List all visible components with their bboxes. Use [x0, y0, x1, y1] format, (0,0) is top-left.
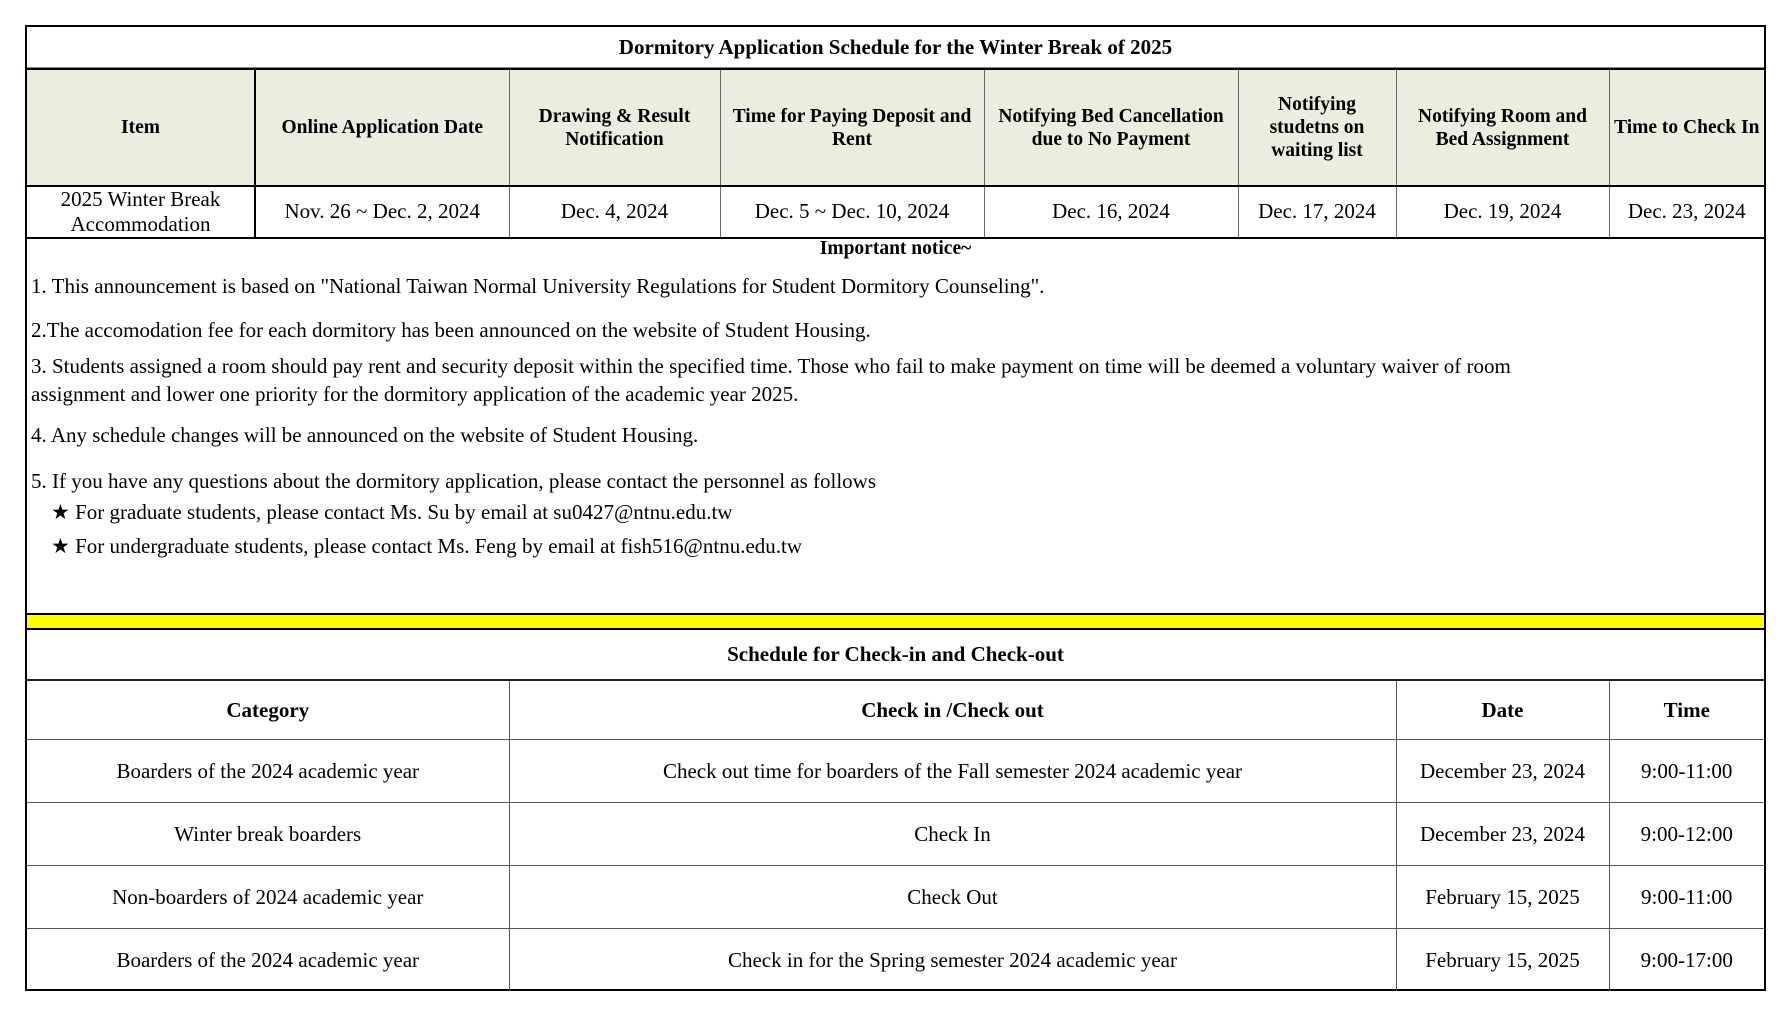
table-row — [27, 740, 1764, 803]
online-application-date-cell: Nov. 26 ~ Dec. 2, 2024 — [255, 186, 509, 238]
notice-item-2: 2.The accomodation fee for each dormitory has been announced on the website of Student Housing. — [31, 318, 871, 342]
column-header: Time — [1609, 681, 1764, 740]
notice-item-5: 5. If you have any questions about the dormitory application, please contact the personnel as follows — [31, 469, 877, 493]
time-cell: 9:00-17:00 — [1609, 929, 1764, 992]
column-header: Drawing & Result Notification — [509, 69, 720, 186]
room-assignment-cell: Dec. 19, 2024 — [1396, 186, 1609, 238]
column-header: Time to Check In — [1609, 69, 1764, 186]
important-notice-section — [27, 235, 1764, 615]
time-cell: 9:00-11:00 — [1609, 866, 1764, 929]
time-cell: 9:00-11:00 — [1609, 740, 1764, 803]
item-cell: 2025 Winter Break Accommodation — [27, 186, 255, 238]
category-cell: Winter break boarders — [27, 803, 509, 866]
checkin-schedule-title: Schedule for Check-in and Check-out — [27, 630, 1764, 681]
contact-undergraduate: ★ For undergraduate students, please contact Ms. Feng by email at fish516@ntnu.edu.tw — [51, 534, 803, 558]
application-schedule-table — [27, 68, 1764, 239]
table-row — [27, 866, 1764, 929]
notice-item-4: 4. Any schedule changes will be announced on the website of Student Housing. — [31, 423, 699, 447]
notice-item-3: 3. Students assigned a room should pay rent and security deposit within the specified time. Those who fail to make payment on time will be deemed a voluntary waiver of room — [31, 354, 1511, 378]
paying-deposit-cell: Dec. 5 ~ Dec. 10, 2024 — [720, 186, 984, 238]
column-header: Time for Paying Deposit and Rent — [720, 69, 984, 186]
date-cell: December 23, 2024 — [1396, 803, 1609, 866]
checkin-schedule-table — [27, 681, 1764, 991]
waiting-list-cell: Dec. 17, 2024 — [1238, 186, 1396, 238]
column-header: Category — [27, 681, 509, 740]
column-header: Item — [27, 69, 255, 186]
action-cell: Check in for the Spring semester 2024 academic year — [509, 929, 1396, 992]
application-schedule-title: Dormitory Application Schedule for the Winter Break of 2025 — [27, 27, 1764, 68]
category-cell: Boarders of the 2024 academic year — [27, 740, 509, 803]
notice-item-3-continued: assignment and lower one priority for the dormitory application of the academic year 2025. — [31, 382, 799, 406]
document-frame — [25, 25, 1766, 991]
date-cell: December 23, 2024 — [1396, 740, 1609, 803]
drawing-result-cell: Dec. 4, 2024 — [509, 186, 720, 238]
table-header-row — [27, 681, 1764, 740]
action-cell: Check Out — [509, 866, 1396, 929]
column-header: Notifying Bed Cancellation due to No Payment — [984, 69, 1238, 186]
column-header: Notifying Room and Bed Assignment — [1396, 69, 1609, 186]
category-cell: Boarders of the 2024 academic year — [27, 929, 509, 992]
table-header-row — [27, 69, 1764, 186]
column-header: Check in /Check out — [509, 681, 1396, 740]
notice-item-1: 1. This announcement is based on "National Taiwan Normal University Regulations for Student Dormitory Counseling". — [31, 274, 1045, 298]
date-cell: February 15, 2025 — [1396, 929, 1609, 992]
date-cell: February 15, 2025 — [1396, 866, 1609, 929]
notice-title: Important notice~ — [819, 238, 972, 259]
category-cell: Non-boarders of 2024 academic year — [27, 866, 509, 929]
column-header: Notifying studetns on waiting list — [1238, 69, 1396, 186]
table-row — [27, 929, 1764, 992]
column-header: Online Application Date — [255, 69, 509, 186]
bed-cancellation-cell: Dec. 16, 2024 — [984, 186, 1238, 238]
column-header: Date — [1396, 681, 1609, 740]
action-cell: Check out time for boarders of the Fall semester 2024 academic year — [509, 740, 1396, 803]
contact-graduate: ★ For graduate students, please contact Ms. Su by email at su0427@ntnu.edu.tw — [51, 500, 733, 524]
time-cell: 9:00-12:00 — [1609, 803, 1764, 866]
action-cell: Check In — [509, 803, 1396, 866]
table-row — [27, 803, 1764, 866]
check-in-cell: Dec. 23, 2024 — [1609, 186, 1764, 238]
table-row — [27, 186, 1764, 238]
yellow-divider — [27, 613, 1764, 630]
